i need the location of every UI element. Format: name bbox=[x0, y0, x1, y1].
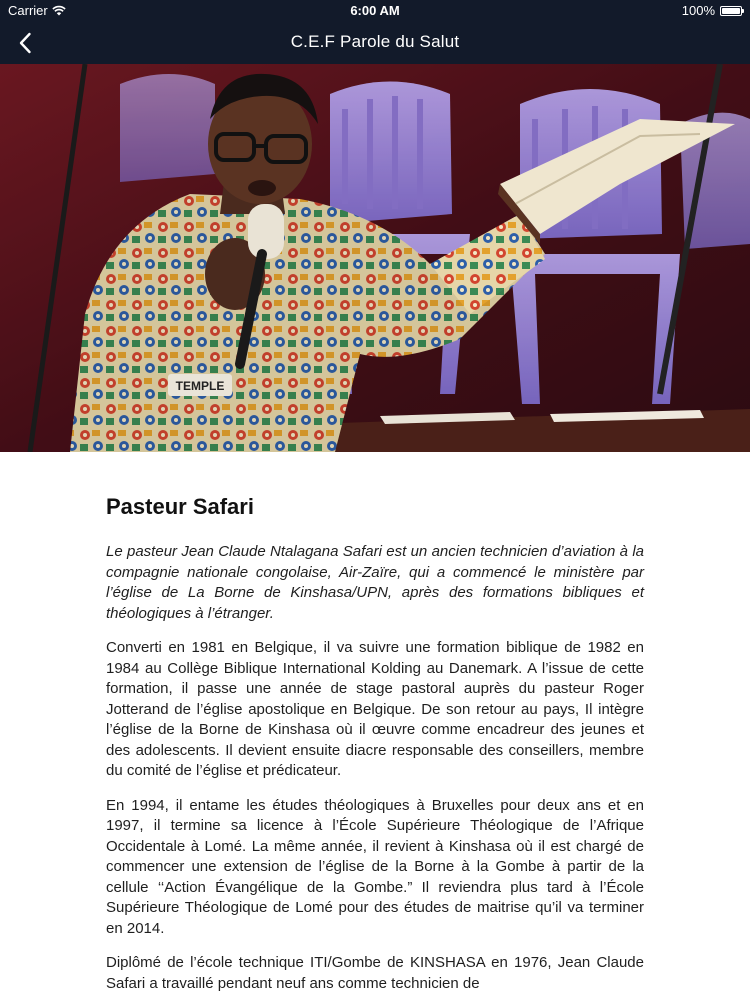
article-intro: Le pasteur Jean Claude Ntalagana Safari est un ancien technicien d’aviation à la compagnie nationale congolaise, Air-Zaïre, qui a commencé le ministère par l’église de La Borne de Kinshasa/UPN, après des formations bibliques et théologiques à l’étranger. bbox=[106, 543, 644, 622]
status-time: 6:00 AM bbox=[350, 3, 400, 18]
article bbox=[106, 494, 644, 1000]
battery-icon bbox=[720, 6, 742, 16]
top-bar bbox=[0, 0, 750, 64]
nav-title: C.E.F Parole du Salut bbox=[290, 32, 460, 51]
navigation-bar bbox=[0, 22, 750, 64]
carrier-label: Carrier bbox=[8, 3, 48, 18]
battery-percent: 100% bbox=[681, 3, 715, 18]
pastor-photo bbox=[0, 64, 750, 452]
battery-fill bbox=[722, 8, 740, 14]
shirt-badge-text: TEMPLE bbox=[175, 379, 225, 393]
article-paragraph: Diplômé de l’école technique ITI/Gombe de KINSHASA en 1976, Jean Claude Safari a travaillé pendant neuf ans comme technicien de bbox=[106, 954, 644, 992]
status-bar bbox=[0, 0, 750, 22]
article-paragraph: Converti en 1981 en Belgique, il va suivre une formation biblique de 1982 en 1984 au Collège Biblique International Kolding au Danemark. A l’issue de cette formation, il passe une année de stage pastoral auprès du pasteur Roger Jotterand de l’église apostolique en Belgique. De son retour au pays, Il intègre l’église de la Borne de Kinshasa où il œuvre comme encadreur des jeunes et des adolescents. Il devient ensuite diacre responsable des conseillers, membre du comité de l’église et prédicateur. bbox=[106, 639, 644, 779]
pastor-photo-illustration bbox=[0, 64, 750, 452]
article-paragraph: En 1994, il entame les études théologiques à Bruxelles pour deux ans et en 1997, il termine sa licence à l’École Supérieure Théologique de l’Afrique Occidentale à Lomé. La même année, il revient à Kinshasa où il est chargé de commencer une extension de l’église de la Borne à la Gombe à partir de la cellule ‘‘Action Évangélique de la Gombe.” Il reviendra plus tard à l’École Supérieure Théologique de Lomé pour des études de maitrise qu’il va terminer en 2014. bbox=[106, 796, 644, 937]
status-right bbox=[682, 3, 742, 18]
article-title: Pasteur Safari bbox=[106, 494, 254, 519]
